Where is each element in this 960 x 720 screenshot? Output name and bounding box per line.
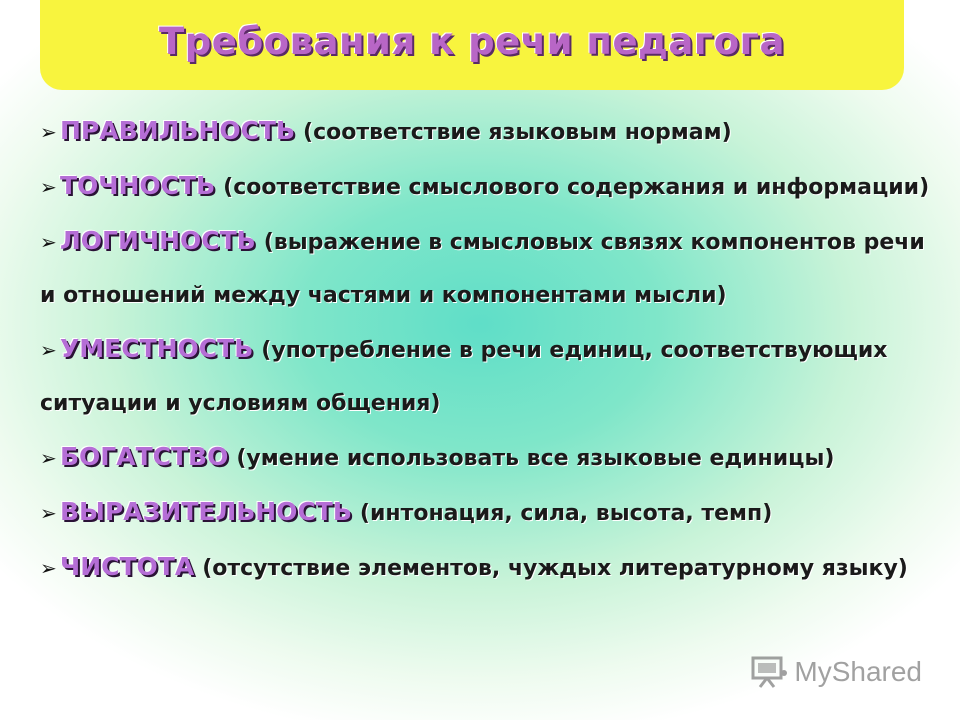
item-keyword: ЛОГИЧНОСТЬ (60, 226, 256, 255)
title-banner (40, 0, 904, 90)
list-item (40, 485, 930, 540)
list-item (40, 214, 930, 322)
item-keyword: ТОЧНОСТЬ (60, 171, 216, 200)
arrow-bullet-icon: ➢ (40, 556, 57, 580)
item-description: (соответствие смыслового содержания и информации) (223, 175, 930, 200)
item-description: (соответствие языковым нормам) (303, 120, 732, 145)
item-keyword: ЧИСТОТА (60, 552, 195, 581)
arrow-bullet-icon: ➢ (40, 120, 57, 144)
list-item (40, 159, 930, 214)
item-description: (выражение в смысловых связях компонентов речи и отношений между частями и компонентами мысли) (40, 230, 925, 308)
watermark (750, 652, 922, 692)
item-description: (интонация, сила, высота, темп) (359, 501, 773, 526)
item-keyword: УМЕСТНОСТЬ (60, 334, 254, 363)
arrow-bullet-icon: ➢ (40, 338, 57, 362)
list-item (40, 430, 930, 485)
presentation-board-icon (750, 655, 788, 689)
list-item (40, 104, 930, 159)
page-title: Требования к речи педагога (159, 19, 785, 63)
arrow-bullet-icon: ➢ (40, 501, 57, 525)
item-description: (отсутствие элементов, чуждых литературному языку) (202, 556, 908, 581)
item-keyword: ПРАВИЛЬНОСТЬ (60, 116, 296, 145)
arrow-bullet-icon: ➢ (40, 446, 57, 470)
item-keyword: БОГАТСТВО (60, 442, 229, 471)
watermark-text: MyShared (794, 656, 922, 687)
arrow-bullet-icon: ➢ (40, 175, 57, 199)
item-keyword: ВЫРАЗИТЕЛЬНОСТЬ (60, 497, 352, 526)
requirements-list (40, 104, 930, 595)
list-item (40, 540, 930, 595)
item-description: (употребление в речи единиц, соответствующих ситуации и условиям общения) (40, 338, 888, 416)
list-item (40, 322, 930, 430)
arrow-bullet-icon: ➢ (40, 230, 57, 254)
item-description: (умение использовать все языковые единицы) (236, 446, 835, 471)
